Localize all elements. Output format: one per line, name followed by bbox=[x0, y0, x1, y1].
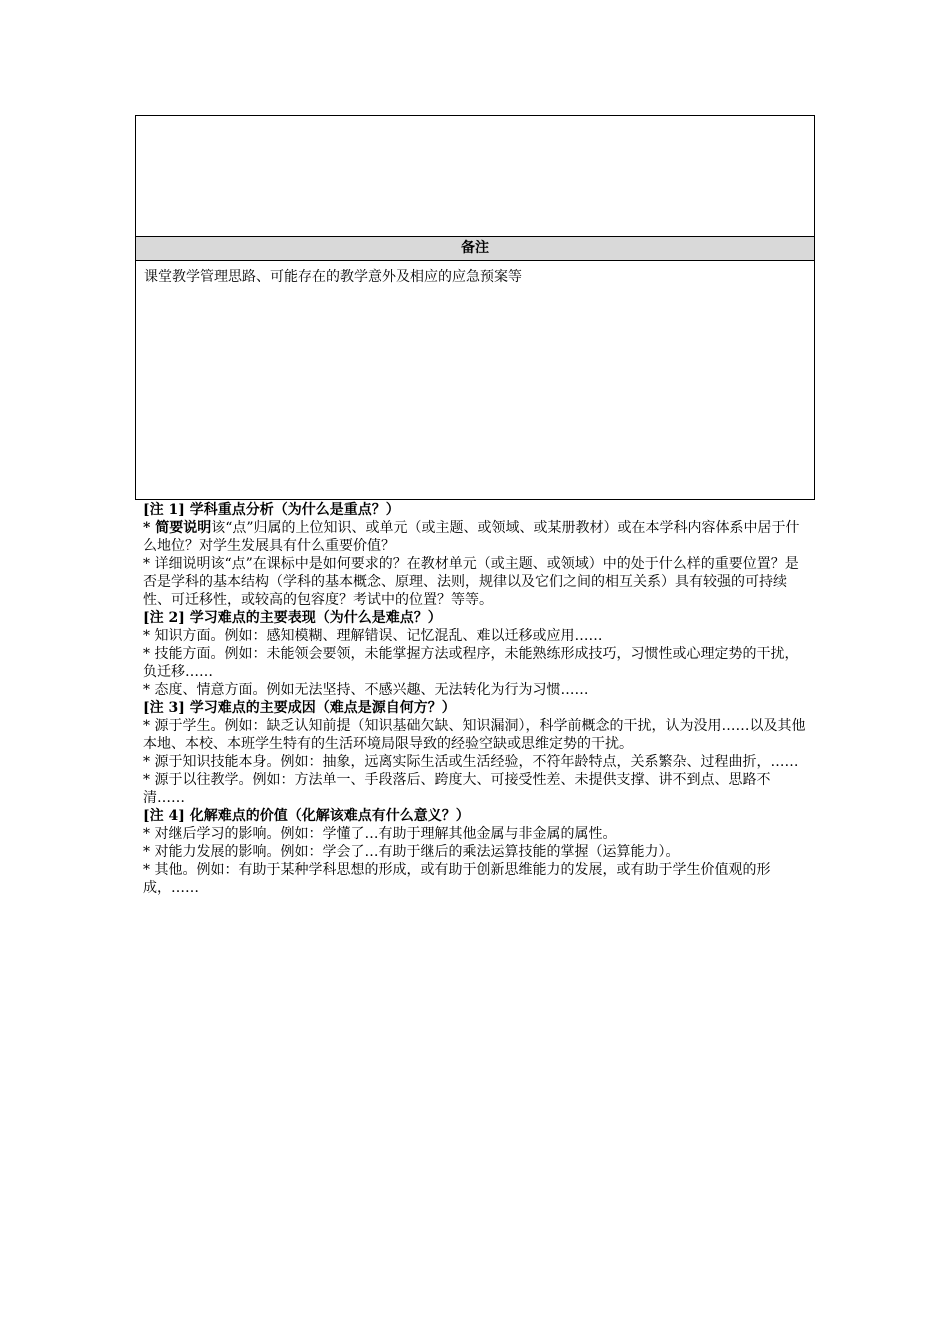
note-2-item-2: * 技能方面。例如：未能领会要领，未能掌握方法或程序，未能熟练形成技巧，习惯性或心理定势的干扰，负迁移…… bbox=[143, 646, 799, 680]
note-3-item-3: * 源于以往教学。例如：方法单一、手段落后、跨度大、可接受性差、未提供支撑、讲不到点、思路不清…… bbox=[143, 772, 771, 806]
note-2-title: [注 2] 学习难点的主要表现（为什么是难点？） bbox=[143, 610, 442, 626]
note-1-item-1-lead: * 简要说明 bbox=[143, 520, 212, 536]
remarks-header: 备注 bbox=[136, 236, 814, 261]
lesson-plan-table bbox=[135, 115, 815, 500]
note-3-item-1: * 源于学生。例如：缺乏认知前提（知识基础欠缺、知识漏洞），科学前概念的干扰，认为没用……以及其他本地、本校、本班学生特有的生活环境局限导致的经验空缺或思维定势的干扰。 bbox=[143, 718, 806, 752]
note-4-item-3: * 其他。例如：有助于某种学科思想的形成，或有助于创新思维能力的发展，或有助于学生价值观的形成，…… bbox=[143, 862, 771, 896]
note-4-title: [注 4] 化解难点的价值（化解该难点有什么意义？） bbox=[143, 808, 470, 824]
note-3-item-2: * 源于知识技能本身。例如：抽象，远离实际生活或生活经验，不符年龄特点，关系繁杂、过程曲折，…… bbox=[143, 754, 799, 770]
note-1-item-2: * 详细说明该“点”在课标中是如何要求的？在教材单元（或主题、或领域）中的处于什么样的重要位置？是否是学科的基本结构（学科的基本概念、原理、法则，规律以及它们之间的相互关系）具有较强的可持续性、可迁移性，或较高的包容度？考试中的位置？等等。 bbox=[143, 556, 799, 608]
blank-cell bbox=[136, 116, 814, 236]
note-1-item-1 bbox=[143, 519, 811, 555]
note-1-title: [注 1] 学科重点分析（为什么是重点？） bbox=[143, 502, 400, 518]
note-4-item-1: * 对继后学习的影响。例如：学懂了…有助于理解其他金属与非金属的属性。 bbox=[143, 826, 617, 842]
note-4-item-2: * 对能力发展的影响。例如：学会了…有助于继后的乘法运算技能的掌握（运算能力）。 bbox=[143, 844, 680, 860]
note-2-item-3: * 态度、情意方面。例如无法坚持、不感兴趣、无法转化为行为习惯…… bbox=[143, 682, 589, 698]
notes-section bbox=[143, 501, 811, 897]
remarks-content: 课堂教学管理思路、可能存在的教学意外及相应的应急预案等 bbox=[144, 269, 522, 285]
note-2-item-1: * 知识方面。例如：感知模糊、理解错误、记忆混乱、难以迁移或应用…… bbox=[143, 628, 603, 644]
note-3-title: [注 3] 学习难点的主要成因（难点是源自何方？） bbox=[143, 700, 456, 716]
note-1-item-1-text: 该“点”归属的上位知识、或单元（或主题、或领域、或某册教材）或在本学科内容体系中居于什么地位？对学生发展具有什么重要价值？ bbox=[143, 520, 800, 554]
